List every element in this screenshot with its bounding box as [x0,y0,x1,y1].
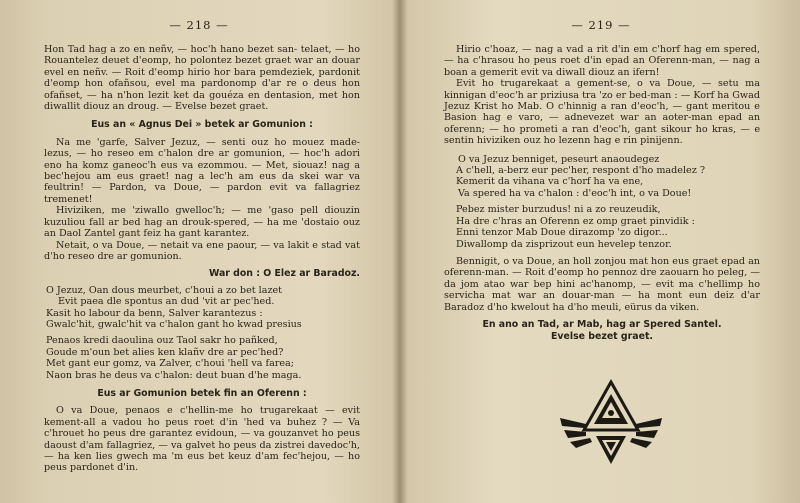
right-page [402,0,800,503]
page-number: — 218 — [169,18,229,32]
page-number: — 219 — [571,18,631,32]
paragraph-our-father: Hon Tad hag a zo en neñv, — hoc'h hano bezet san- telaet, — ho Rouantelez deuet d'eomp, ho polontez bezet graet war an douar evel en neñv. — Roit d'eomp hirio hor bara pemdeziek, pardonit d'eomp hon ofañsou, evel ma pardonomp d'ar re o deus hon ofañset, — ha n'hon lezit ket da gouéza en dentasion, met hon diwallit diouz an droug. — Evelse bezet graet. [44,44,360,113]
triangle-ornament-icon [556,378,666,468]
right-page-text [444,44,760,343]
paragraph: Evit ho trugarekaat a gement-se, o va Doue, — setu ma kinnigan d'eoc'h ar priziusa tra 'zo er bed-man : — Korf ha Gwad Jezuz Krist ho Mab. O c'hinnig a ran d'eoc'h, — gant meritou e Basion hag e varo, — adnevezet war an aoter-man epad an oferenn; — ho prometi a ran d'eoc'h, gant sikour ho kras, — e sentin hiviziken ouz ho lezenn hag e rin pinijenn. [444,78,760,147]
paragraph: O va Doue, penaos e c'hellin-me ho trugarekaat — evit kement-all a vadou ho peus roet d'in 'hed va buhez ? — Va c'hrouet ho peus dre garantez evidoun, — va gouzanvet ho peus daoust d'am fallagriez, — va galvet ho peus da zistrei davedoc'h, — ha ken lies gwech ma 'm eus bet keuz d'am fec'hejou, — ho peus pardonet d'in. [44,405,360,474]
paragraph: Hirio c'hoaz, — nag a vad a rit d'in em c'horf hag em spered, — ha c'hrasou ho peus roet d'in epad an Oferenn-man, — nag a boan a gemerit evit va diwall diouz an ifern! [444,44,760,78]
paragraph: Na me 'garfe, Salver Jezuz, — senti ouz ho mouez made- lezus, — ho reseo em c'halon dre ar gomunion, — hoc'h adori eno ha komz ganeoc'h eus va ezommou. — Met, siouaz! nag a bec'hejou am eus graet! nag a lec'h am eus da skei war va feultrin! — Pardon, va Doue, — pardon evit va fallagriez tremenet! [44,136,360,205]
section-heading: Eus an « Agnus Dei » betek ar Gomunion : [91,119,313,131]
hymn-verse: O va Jezuz benniget, peseurt anaoudegez A c'hell, a-berz eur pec'her, respont d'ho madelez ? Kemerit da vihana va c'horf ha va ene, Va spered ha va c'halon : d'eoc'h int, o va Doue! Pebez mister burzudus! ni a zo reuzeudik, Ha dre c'hras an Oferenn ez omp graet pinvidik : Enni tenzor Mab Doue dirazomp 'zo digor... Diwallomp da zisprizout eun hevelep tenzor. [456,153,705,250]
hymn-verse: O Jezuz, Oan dous meurbet, c'houi a zo bet lazet Evit paea dle spontus an dud 'vit ar pec'hed. Kasit ho labour da benn, Salver karantezus : Gwalc'hit, gwalc'hit va c'halon gant ho kwad presius Penaos kredi daoulina ouz Taol sakr ho pañked, Goude m'oun bet alies ken klañv dre ar pec'hed? Met gant eur gomz, va Zalver, c'houi 'hell va farea; Naon bras he deus va c'halon: deut buan d'he maga. [46,284,302,381]
paragraph: Netait, o va Doue, — netait va ene paour, — va lakit e stad vat d'ho reseo dre ar gomunion. [44,239,360,262]
closing-formula: En ano an Tad, ar Mab, hag ar Spered Santel. Evelse bezet graet. [482,318,722,342]
left-page-text [44,44,360,474]
paragraph: Bennigit, o va Doue, an holl zonjou mat hon eus graet epad an oferenn-man. — Roit d'eomp ho pennoz dre zaouarn ho peleg, — da jom atao war bep hini ac'hanomp, — evit ma c'hellimp ho servicha mat war an douar-man — ha mont eun deiz d'ar Baradoz d'ho kwelout ha d'ho meuli, eürus da viken. [444,255,760,313]
left-page [0,0,398,503]
hymn-tune-heading: War don : O Elez ar Baradoz. [208,268,360,280]
paragraph: Hiviziken, me 'ziwallo gwelloc'h; — me 'gaso pell diouzin kuzuliou fall ar bed hag an drouk-spered, — ha me 'dostaio ouz an Daol Zantel gant feiz ha gant karantez. [44,205,360,240]
section-heading: Eus ar Gomunion betek fin an Oferenn : [97,387,307,399]
